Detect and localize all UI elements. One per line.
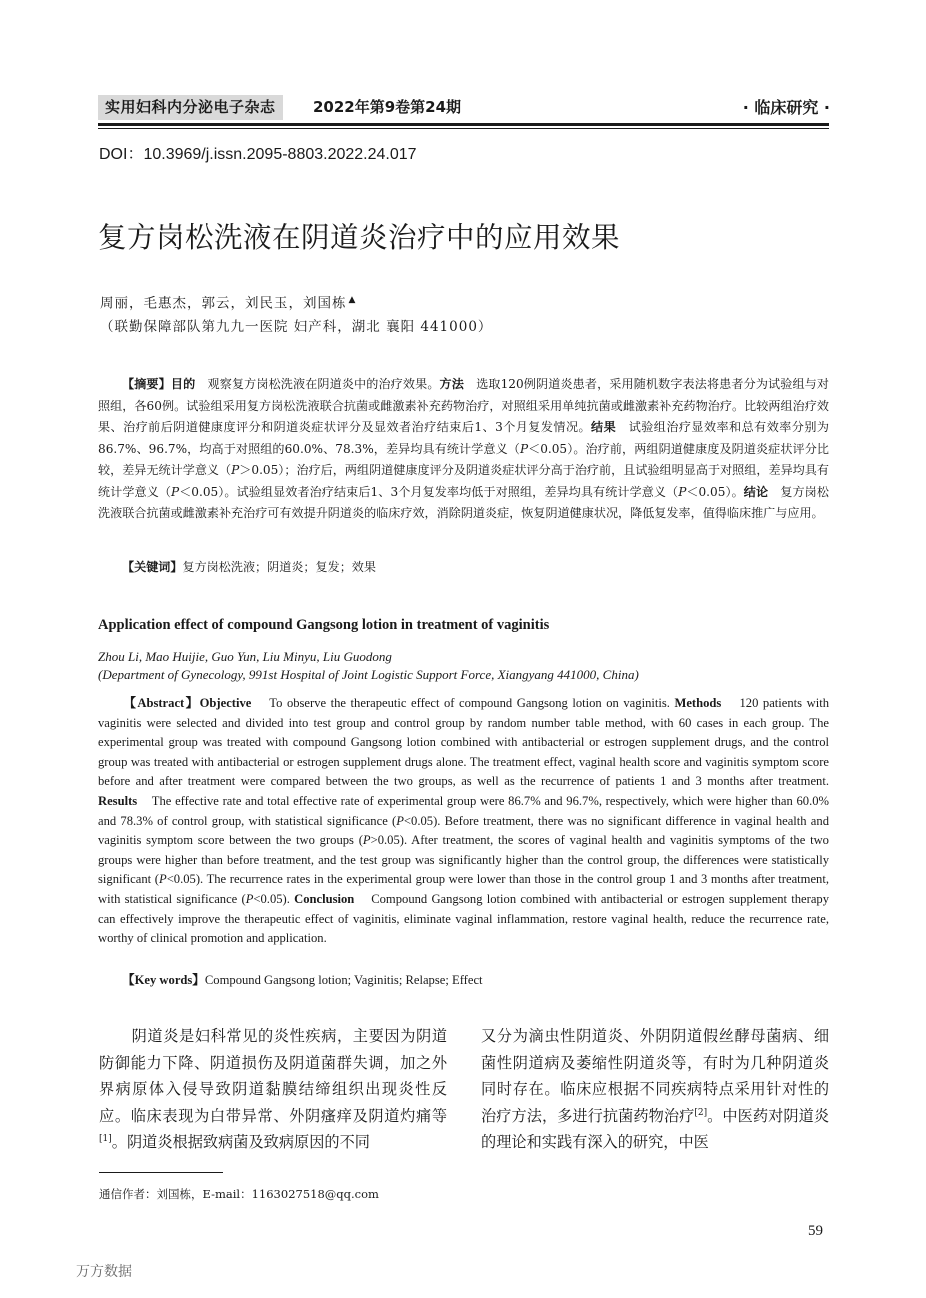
- abstract-en-results-5: <0.05).: [253, 891, 290, 906]
- p-value-symbol: P: [519, 441, 529, 456]
- keywords-en-text: Compound Gangsong lotion; Vaginitis; Relapse; Effect: [204, 973, 483, 987]
- abstract-cn-conclusion: 复方岗松洗液联合抗菌或雌激素补充治疗可有效提升阴道炎的临床疗效，消除阴道炎症，恢复阴道健康状况，降低复发率，值得临床推广与应用。: [98, 484, 829, 520]
- abstract-en-conclusion: Compound Gangsong lotion combined with antibacterial or estrogen supplement therapy can effectively improve the therapeutic effect of vaginitis, eliminate vaginal inflammation, restore vaginal health, reduce the recurrence rate, worthy of clinical promotion and application.: [98, 891, 830, 946]
- article-title-en: Application effect of compound Gangsong lotion in treatment of vaginitis: [98, 617, 550, 633]
- abstract-cn-results-5: ＜0.05）。: [686, 484, 744, 499]
- abstract-en-results-1: The effective rate and total effective rate of experimental group were 86.7% and 96.7%, respectively, which were higher than 60.0% and 78.3% of control group, with statistical significance (: [98, 793, 830, 828]
- abstract-cn-results-label: 结果: [591, 420, 617, 434]
- abstract-cn-conclusion-label: 结论: [743, 484, 769, 499]
- abstract-en-objective: To observe the therapeutic effect of compound Gangsong lotion on vaginitis.: [269, 696, 670, 710]
- abstract-cn: [98, 374, 829, 525]
- p-value-symbol: P: [231, 463, 240, 477]
- footnote-rule: [99, 1172, 223, 1173]
- abstract-en-conclusion-label: Conclusion: [294, 891, 355, 906]
- citation-ref[interactable]: [1]: [99, 1134, 112, 1145]
- abstract-en-methods-label: Methods: [674, 696, 722, 710]
- header-rule-thin: [98, 128, 829, 129]
- section-label: · 临床研究 ·: [742, 98, 830, 117]
- abstract-cn-methods-label: 方法: [439, 377, 464, 391]
- p-value-symbol: P: [396, 813, 404, 828]
- p-value-symbol: P: [678, 484, 687, 499]
- p-value-symbol: P: [158, 872, 167, 887]
- abstract-cn-results-4: ＜0.05）。试验组显效者治疗结束后1、3个月复发率均低于对照组，差异均具有统计学意义（: [179, 484, 679, 499]
- doi[interactable]: DOI：10.3969/j.issn.2095-8803.2022.24.017: [99, 146, 417, 163]
- affiliation-en: (Department of Gynecology, 991st Hospital of Joint Logistic Support Force, Xiangyang 441000, China): [98, 667, 639, 682]
- watermark: 万方数据: [76, 1264, 132, 1280]
- corresponding-author-mark: ▲: [348, 295, 357, 305]
- article-title-cn: 复方岗松洗液在阴道炎治疗中的应用效果: [98, 221, 621, 254]
- authors-en: Zhou Li, Mao Huijie, Guo Yun, Liu Minyu, Liu Guodong: [98, 649, 392, 664]
- abstract-cn-results-2: ＜0.05）。治疗前，两组阴道健康度及阴道炎症状评分比较，差异无统计学意义（: [98, 441, 829, 477]
- keywords-en-label: 【Key words】: [122, 973, 205, 987]
- body-column-right: [481, 1023, 829, 1156]
- abstract-cn-label: 【摘要】: [122, 377, 171, 391]
- body-left-text-2: 。阴道炎根据致病菌及致病原因的不同: [111, 1133, 370, 1152]
- keywords-cn-label: 【关键词】: [122, 560, 183, 574]
- authors-cn: [100, 290, 356, 314]
- abstract-cn-results-3: ＞0.05）；治疗后，两组阴道健康度评分及阴道炎症状评分高于治疗前，且试验组明显高于对照组，差异均具有统计学意义（: [98, 463, 829, 499]
- keywords-cn-text: 复方岗松洗液；阴道炎；复发；效果: [182, 560, 376, 574]
- abstract-en-results-2: <0.05). Before treatment, there was no significant difference in vaginal health and vaginitis symptom score between the two groups (: [98, 813, 829, 848]
- abstract-cn-objective: 观察复方岗松洗液在阴道炎中的治疗效果。: [207, 377, 440, 391]
- keywords-cn: [122, 557, 376, 577]
- p-value-symbol: P: [245, 891, 254, 906]
- p-value-symbol: P: [171, 484, 180, 499]
- body-left-text-1: 阴道炎是妇科常见的炎性疾病，主要因为阴道防御能力下降、阴道损伤及阴道菌群失调，加之外界病原体入侵导致阴道黏膜结缔组织出现炎性反应。临床表现为白带异常、外阴瘙痒及阴道灼痛等: [99, 1027, 447, 1125]
- abstract-en-results-4: <0.05). The recurrence rates in the experimental group were lower than those in the control group 1 and 3 months after treatment, with statistical significance (: [98, 872, 829, 906]
- abstract-cn-objective-label: 目的: [170, 377, 196, 391]
- abstract-en-label: 【Abstract】: [122, 696, 200, 710]
- abstract-en-methods: 120 patients with vaginitis were selected and divided into test group and control group by random number table method, with 60 cases in each group. The experimental group was treated with compound Gangsong lotion combined with antibacterial or estrogen supplement drugs, and the control group was treated with antibacterial or estrogen supplement drugs alone. The treatment effect, vaginal health score and vaginitis symptom score before and after treatment were compared between the two groups, as well as the recurrence of patients 1 and 3 months after treatment.: [98, 696, 830, 789]
- body-column-left: [99, 1023, 447, 1156]
- abstract-cn-methods: 选取120例阴道炎患者，采用随机数字表法将患者分为试验组与对照组，各60例。试验组采用复方岗松洗液联合抗菌或雌激素补充药物治疗，对照组采用单纯抗菌或雌激素补充药物治疗。比较两组治疗效果、治疗前后阴道健康度评分和阴道炎症状评分及显效者治疗结束后1、3个月复发情况。: [98, 377, 829, 434]
- keywords-en: [122, 970, 483, 990]
- abstract-en-objective-label: Objective: [199, 696, 252, 710]
- journal-name: 实用妇科内分泌电子杂志: [98, 95, 283, 120]
- corresponding-author-footnote: 通信作者：刘国栋，E-mail：1163027518@qq.com: [99, 1187, 379, 1201]
- affiliation-cn: （联勤保障部队第九九一医院 妇产科，湖北 襄阳 441000）: [100, 319, 493, 335]
- body-right-text-1: 又分为滴虫性阴道炎、外阴阴道假丝酵母菌病、细菌性阴道病及萎缩性阴道炎等，有时为几种阴道炎同时存在。临床应根据不同疾病特点采用针对性的治疗方法，多进行抗菌药物治疗: [481, 1027, 829, 1125]
- body-right-text-2: 。中医药对阴道炎的理论和实践有深入的研究，中医: [481, 1106, 830, 1152]
- header-rule-thick: [98, 123, 829, 126]
- abstract-en-results-3: >0.05). After treatment, the scores of vaginal health and vaginitis symptoms of the two groups were higher than before treatment, and the test group was significantly higher than the control group, the differences were statistically significant (: [98, 833, 829, 887]
- citation-ref[interactable]: [2]: [694, 1107, 708, 1118]
- issue-info: 2022年第9卷第24期: [313, 98, 462, 116]
- p-value-symbol: P: [362, 833, 371, 848]
- abstract-en: [98, 694, 829, 949]
- abstract-en-results-label: Results: [98, 793, 138, 808]
- abstract-cn-results-1: 试验组治疗显效率和总有效率分别为86.7%、96.7%，均高于对照组的60.0%、78.3%，差异均具有统计学意义（: [98, 420, 829, 456]
- authors-cn-names: 周丽，毛惠杰，郭云，刘民玉，刘国栋: [100, 295, 347, 312]
- page-number: 59: [808, 1223, 823, 1239]
